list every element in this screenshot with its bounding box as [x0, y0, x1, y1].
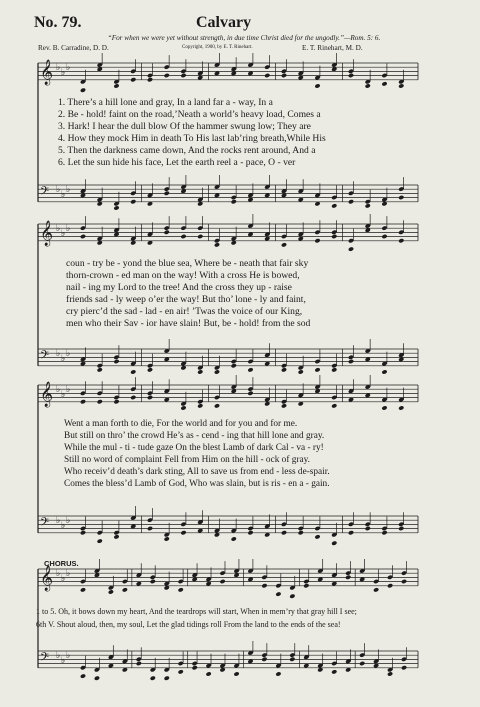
bass-note-head — [147, 526, 153, 531]
treble-note-head — [281, 242, 287, 247]
flat-sign-icon: ♭ — [61, 521, 66, 531]
flat-sign-icon: ♭ — [56, 349, 61, 359]
flat-sign-icon: ♭ — [56, 385, 61, 395]
bass-note-head — [164, 676, 170, 681]
treble-note-head — [180, 234, 186, 239]
bass-note-head — [398, 526, 404, 531]
bass-note-head — [113, 205, 119, 210]
bass-note-head — [381, 530, 387, 535]
lyric-line: Comes the bless’d Lamb of God, Who was slain, but is ris - en a - gain. — [64, 478, 330, 489]
treble-note-head — [130, 77, 136, 82]
flat-sign-icon: ♭ — [66, 569, 71, 579]
hymn-title: Calvary — [196, 14, 252, 31]
chorus-label: CHORUS. — [44, 559, 79, 568]
treble-note-head — [113, 399, 119, 404]
bass-note-head — [206, 671, 212, 676]
treble-note-head — [398, 83, 404, 88]
flat-sign-icon: ♭ — [56, 651, 61, 661]
flat-sign-icon: ♭ — [56, 185, 61, 195]
verse-block-system-1 — [58, 97, 418, 168]
treble-note-head — [197, 234, 203, 239]
lyric-line: nail - ing my Lord to the tree! And the cross they up - raise — [66, 281, 292, 293]
treble-clef-icon: 𝄞 — [40, 60, 54, 85]
treble-note-head — [122, 587, 128, 592]
treble-note-head — [281, 73, 287, 78]
lyric-line: Who receiv’d death’s dark sting, All to save us from end - less de-spair. — [64, 466, 330, 477]
bass-note-head — [331, 203, 337, 208]
treble-note-head — [130, 395, 136, 400]
bass-note-head — [365, 526, 371, 531]
bass-note-head — [130, 369, 136, 374]
bass-note-head — [398, 195, 404, 200]
bass-note-head — [281, 530, 287, 535]
treble-note-head — [387, 583, 393, 588]
flat-sign-icon: ♭ — [56, 516, 61, 526]
bass-note-head — [331, 669, 337, 674]
lyric-line: 5. Then the darkness came down, And the rocks rent around, And a — [58, 144, 316, 156]
treble-note-head — [247, 391, 253, 396]
music-credit: E. T. Rinehart, M. D. — [302, 44, 363, 52]
bass-note-head — [348, 359, 354, 364]
treble-clef-icon: 𝄞 — [40, 221, 54, 246]
treble-note-head — [80, 587, 86, 592]
bass-note-head — [130, 199, 136, 204]
flat-sign-icon: ♭ — [66, 516, 71, 526]
bass-note-head — [387, 671, 393, 676]
treble-clef-icon: 𝄞 — [40, 382, 54, 407]
copyright-notice: Copyright, 1900, by E. T. Rinehart. — [182, 45, 253, 50]
scripture-epigraph: “For when we were yet without strength, in due time Christ died for the ungodly.”—Rom. 5: 6. — [107, 34, 381, 42]
bass-clef-icon: 𝄢 — [40, 185, 50, 201]
treble-note-head — [314, 238, 320, 243]
treble-note-head — [113, 83, 119, 88]
treble-note-head — [147, 77, 153, 82]
treble-note-head — [345, 575, 351, 580]
treble-note-head — [80, 399, 86, 404]
treble-note-head — [164, 230, 170, 235]
bass-note-head — [80, 673, 86, 678]
flat-sign-icon: ♭ — [61, 574, 66, 584]
treble-note-head — [219, 579, 225, 584]
treble-note-head — [261, 583, 267, 588]
bass-note-head — [331, 541, 337, 546]
treble-note-head — [180, 405, 186, 410]
treble-note-head — [381, 81, 387, 86]
bass-clef-icon: 𝄢 — [40, 651, 50, 667]
lyric-line: 3. Hark! I hear the dull blow Of the hammer swung low; They are — [58, 120, 311, 132]
bass-note-head — [180, 530, 186, 535]
treble-note-head — [331, 234, 337, 239]
lyric-line: coun - try be - yond the blue sea, Where be - neath that fair sky — [66, 258, 309, 269]
chorus-block — [36, 605, 466, 631]
treble-note-head — [180, 73, 186, 78]
lyric-line: While the mul - ti - tude gaze On the blest Lamb of dark Cal - va - ry! — [64, 442, 324, 453]
treble-note-head — [289, 594, 295, 599]
treble-note-head — [178, 587, 184, 592]
verse-block-system-2 — [66, 258, 426, 329]
treble-note-head — [303, 583, 309, 588]
bass-note-head — [298, 369, 304, 374]
treble-clef-icon: 𝄞 — [40, 566, 54, 591]
treble-note-head — [331, 403, 337, 408]
treble-note-head — [373, 587, 379, 592]
bass-note-head — [147, 367, 153, 372]
flat-sign-icon: ♭ — [66, 349, 71, 359]
treble-note-head — [398, 405, 404, 410]
flat-sign-icon: ♭ — [61, 229, 66, 239]
lyric-line: Still no word of complaint Fell from Him on the hill - ock of gray. — [64, 454, 310, 465]
bass-note-head — [94, 676, 100, 681]
treble-note-head — [281, 403, 287, 408]
treble-note-head — [381, 234, 387, 239]
bass-note-head — [231, 199, 237, 204]
bass-note-head — [359, 661, 365, 666]
hymn-number: No. 79. — [34, 14, 82, 31]
bass-note-head — [331, 367, 337, 372]
treble-note-head — [401, 579, 407, 584]
treble-note-head — [214, 403, 220, 408]
bass-note-head — [298, 530, 304, 535]
flat-sign-icon: ♭ — [61, 190, 66, 200]
bass-note-head — [97, 367, 103, 372]
bass-note-head — [113, 534, 119, 539]
bass-note-head — [348, 530, 354, 535]
flat-sign-icon: ♭ — [66, 385, 71, 395]
lyric-line: 4. How they mock Him in death To His last lab’ring breath,While His — [58, 132, 326, 144]
treble-note-head — [365, 83, 371, 88]
flat-sign-icon: ♭ — [56, 569, 61, 579]
flat-sign-icon: ♭ — [61, 354, 66, 364]
treble-note-head — [314, 83, 320, 88]
bass-note-head — [281, 367, 287, 372]
bass-note-head — [164, 191, 170, 196]
treble-note-head — [348, 73, 354, 78]
lyric-line: men who their Sav - ior have slain! But, be - hold! from the sod — [66, 317, 311, 329]
flat-sign-icon: ♭ — [61, 656, 66, 666]
treble-note-head — [381, 405, 387, 410]
chorus-line: 6th V. Shout aloud, then, my soul, Let the glad tidings roll From the land to the ends of the sea! — [36, 620, 341, 629]
bass-note-head — [365, 203, 371, 208]
lyric-line: Went a man forth to die, For the world and for you and for me. — [64, 419, 298, 429]
treble-note-head — [348, 246, 354, 251]
treble-note-head — [80, 88, 86, 93]
bass-note-head — [164, 536, 170, 541]
bass-note-head — [401, 665, 407, 670]
lyric-line: But still on thro’ the crowd He’s as - cend - ing that hill lone and gray. — [64, 430, 325, 441]
bass-note-head — [275, 671, 281, 676]
lyric-line: 2. Be - hold! faint on the road,’Neath a world’s heavy load, Comes a — [58, 108, 321, 120]
bass-note-head — [231, 363, 237, 368]
bass-note-head — [80, 530, 86, 535]
treble-note-head — [108, 589, 114, 594]
bass-note-head — [214, 369, 220, 374]
flat-sign-icon: ♭ — [66, 185, 71, 195]
bass-note-head — [197, 369, 203, 374]
flat-sign-icon: ♭ — [66, 63, 71, 73]
treble-note-head — [147, 395, 153, 400]
treble-note-head — [264, 73, 270, 78]
bass-note-head — [247, 367, 253, 372]
treble-note-head — [275, 591, 281, 596]
bass-note-head — [97, 538, 103, 543]
treble-note-head — [150, 579, 156, 584]
treble-note-head — [214, 242, 220, 247]
treble-note-head — [398, 238, 404, 243]
bass-note-head — [113, 359, 119, 364]
flat-sign-icon: ♭ — [66, 651, 71, 661]
bass-note-head — [178, 669, 184, 674]
treble-note-head — [197, 403, 203, 408]
bass-note-head — [231, 536, 237, 541]
flat-sign-icon: ♭ — [61, 68, 66, 78]
bass-note-head — [314, 367, 320, 372]
lyric-line: 1. There’s a hill lone and gray, In a land far a - way, In a — [58, 97, 273, 108]
bass-note-head — [289, 657, 295, 662]
treble-note-head — [80, 234, 86, 239]
bass-note-head — [150, 676, 156, 681]
bass-note-head — [381, 369, 387, 374]
treble-note-head — [164, 73, 170, 78]
chorus-line: 1 to 5. Oh, it bows down my heart, And the teardrops will start, When in mem’ry that gray hill I see; — [36, 607, 357, 616]
treble-note-head — [97, 399, 103, 404]
bass-note-head — [247, 530, 253, 535]
bass-note-head — [314, 534, 320, 539]
flat-sign-icon: ♭ — [61, 390, 66, 400]
bass-note-head — [233, 671, 239, 676]
words-credit: Rev. B. Carradine, D. D. — [38, 44, 109, 52]
lyric-line: cry pierc’d the sad - lad - en air! ’Twas the voice of our King, — [66, 305, 303, 317]
verse-block-system-3 — [64, 419, 424, 490]
bass-clef-icon: 𝄢 — [40, 349, 50, 365]
bass-note-head — [192, 665, 198, 670]
bass-clef-icon: 𝄢 — [40, 516, 50, 532]
flat-sign-icon: ♭ — [66, 224, 71, 234]
lyric-line: thorn-crown - ed man on the way! With a cross He is bowed, — [66, 269, 300, 281]
flat-sign-icon: ♭ — [56, 224, 61, 234]
lyric-line: 6. Let the sun hide his face, Let the earth reel a - pace, O - ver — [58, 156, 296, 168]
bass-note-head — [348, 199, 354, 204]
bass-note-head — [136, 661, 142, 666]
lyric-line: friends sad - ly weep o’er the way! But tho’ lone - ly and faint, — [66, 293, 306, 305]
flat-sign-icon: ♭ — [56, 63, 61, 73]
bass-note-head — [261, 657, 267, 662]
